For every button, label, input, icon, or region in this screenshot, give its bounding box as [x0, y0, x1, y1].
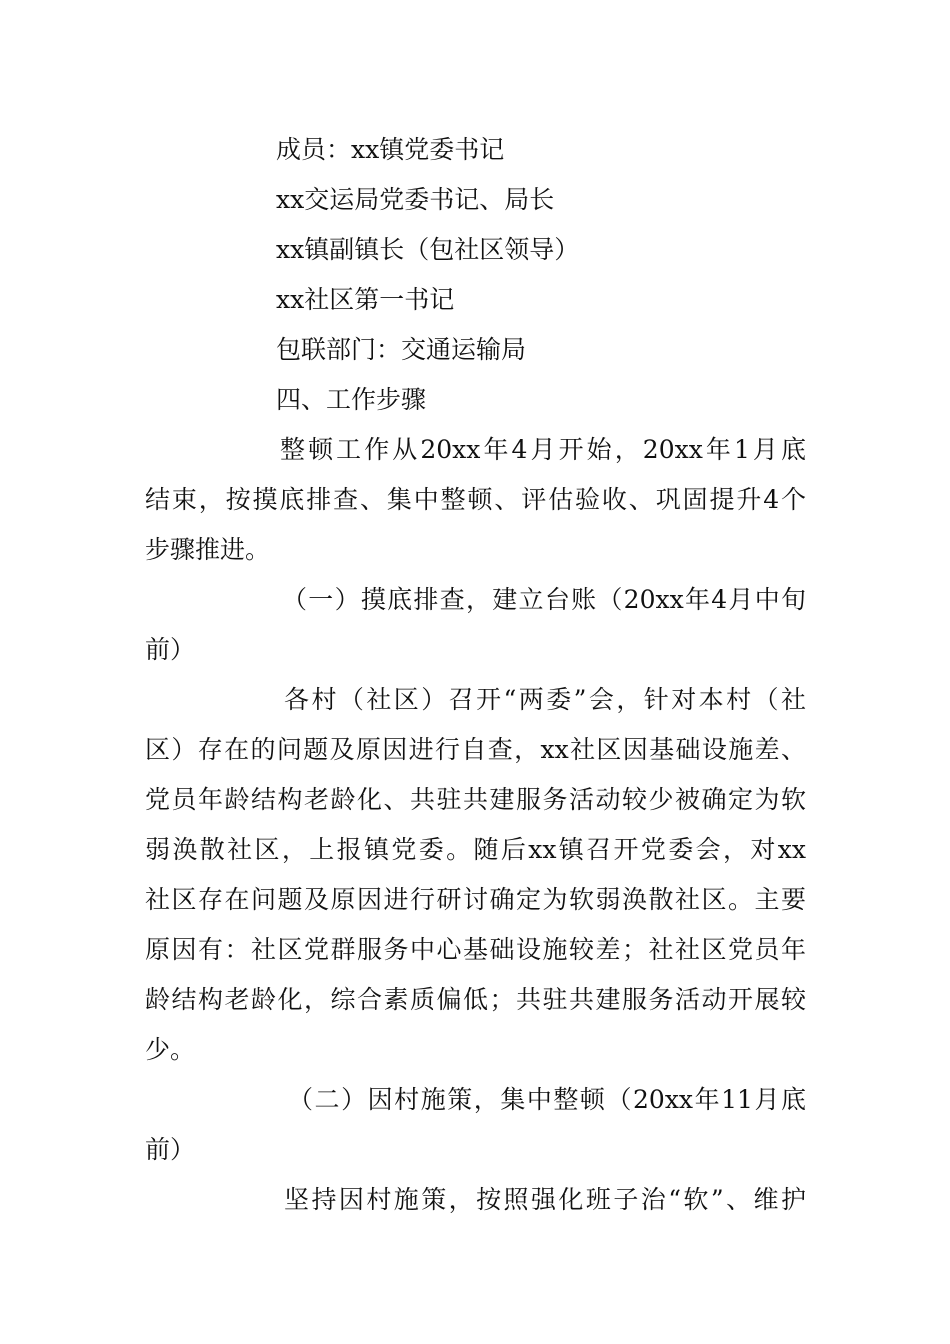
step1-body-line: 社区存在问题及原因进行研讨确定为软弱涣散社区。主要: [145, 885, 806, 914]
members-line-4: xx社区第一书记: [276, 285, 455, 314]
intro-line-1: 整顿工作从20xx年4月开始，20xx年1月底: [280, 435, 806, 464]
members-line-1: 成员：xx镇党委书记: [276, 135, 505, 164]
step2-body-line: 坚持因村施策，按照强化班子治“软”、维护: [284, 1185, 806, 1214]
step1-body-line: 区）存在的问题及原因进行自查，xx社区因基础设施差、: [145, 735, 806, 764]
intro-line-2: 结束，按摸底排查、集中整顿、评估验收、巩固提升4个: [145, 485, 806, 514]
members-line-3: xx镇副镇长（包社区领导）: [276, 235, 580, 264]
members-line-2: xx交运局党委书记、局长: [276, 185, 555, 214]
step1-heading-cont: 前）: [145, 635, 196, 664]
intro-line-3: 步骤推进。: [145, 535, 271, 564]
step1-heading: （一）摸底排查，建立台账（20xx年4月中旬: [282, 585, 806, 614]
section-heading: 四、工作步骤: [276, 385, 427, 414]
step2-heading: （二）因村施策，集中整顿（20xx年11月底: [288, 1085, 806, 1114]
step1-body-line: 龄结构老龄化，综合素质偏低；共驻共建服务活动开展较: [145, 985, 806, 1014]
members-line-5: 包联部门：交通运输局: [276, 335, 527, 364]
step1-body-line: 原因有：社区党群服务中心基础设施较差；社社区党员年: [145, 935, 806, 964]
step1-body-line: 党员年龄结构老龄化、共驻共建服务活动较少被确定为软: [145, 785, 806, 814]
step1-body-line: 少。: [145, 1035, 196, 1064]
step1-body-line: 弱涣散社区，上报镇党委。随后xx镇召开党委会，对xx: [145, 835, 806, 864]
step2-heading-cont: 前）: [145, 1135, 196, 1164]
step1-body-line: 各村（社区）召开“两委”会，针对本村（社: [284, 685, 806, 714]
